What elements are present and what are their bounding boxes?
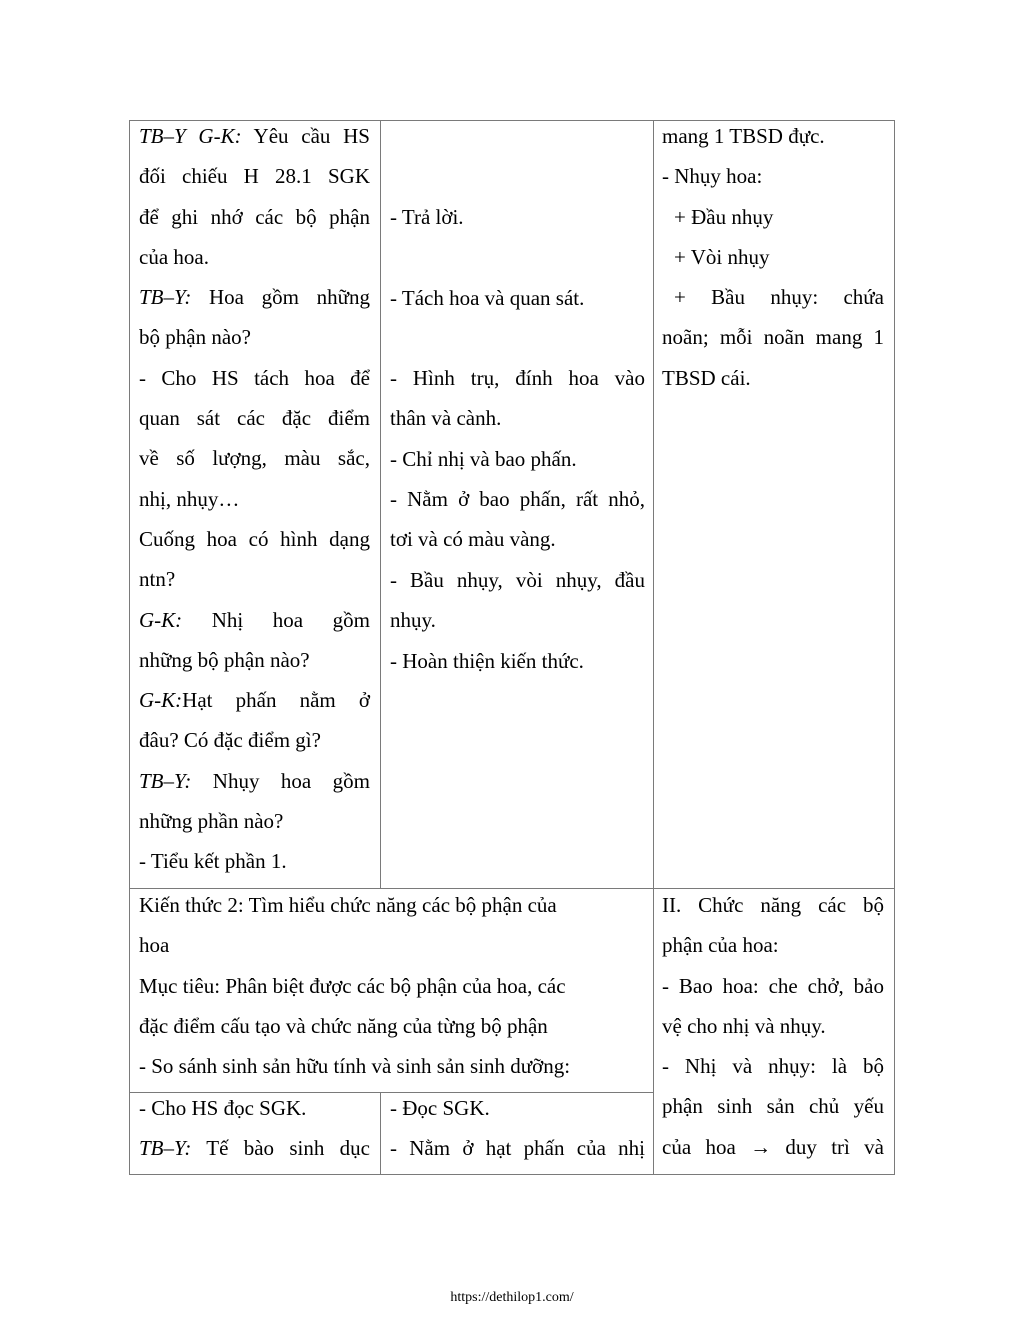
role-label: TB–Y: [139, 1136, 192, 1161]
text-line: nhụy. [390, 608, 436, 632]
text-line: + Bầu nhụy: chứa [674, 285, 884, 310]
text-line: TBSD cái. [662, 365, 751, 390]
text-line: Tế bào sinh dục [206, 1136, 370, 1161]
column-divider-1 [380, 120, 381, 888]
student-activity-cell-2 [390, 1088, 645, 1169]
text-line: Cuống hoa có hình dạng [139, 526, 370, 551]
text-line: - Bầu nhụy, vòi nhụy, đầu [390, 568, 645, 592]
text-line: nhị, nhụy… [139, 486, 240, 511]
role-label: TB–Y G-K: [139, 124, 242, 148]
text-line: hoa [139, 933, 170, 958]
text-line: Kiến thức 2: Tìm hiểu chức năng các bộ phận của [139, 893, 557, 917]
text-line: những phần nào? [139, 809, 284, 834]
text-line: - Nhị và nhụy: là bộ [662, 1054, 884, 1079]
section-heading-cell [139, 885, 644, 1086]
text-line: Nhị hoa gồm [211, 607, 371, 632]
text-line: tơi và có màu vàng. [390, 527, 556, 551]
text-line: - Tiểu kết phần 1. [139, 849, 287, 874]
function-content-cell [662, 885, 884, 1167]
text-line: II. Chức năng các bộ [662, 893, 884, 917]
table-border-bottom [129, 1174, 895, 1175]
text-line: - Nhụy hoa: [662, 164, 763, 189]
text-line: - Bao hoa: che chở, bảo [662, 973, 884, 998]
text-line: - Cho HS đọc SGK. [139, 1096, 307, 1120]
text-line: những bộ phận nào? [139, 647, 310, 672]
text-line: của hoa → duy trì và [662, 1134, 884, 1159]
text-line: noãn; mỗi noãn mang 1 [662, 325, 884, 350]
text-line: Yêu cầu HS [253, 124, 370, 148]
text-line: đâu? Có đặc điểm gì? [139, 728, 321, 753]
text-line: thân và cành. [390, 406, 502, 430]
text-line: - Cho HS tách hoa để [139, 365, 370, 390]
text-line: - Hình trụ, đính hoa vào [390, 366, 645, 390]
text-line: - Đọc SGK. [390, 1096, 490, 1120]
text-line: - So sánh sinh sản hữu tính và sinh sản sinh dưỡng: [139, 1054, 571, 1079]
text-line: - Nằm ở bao phấn, rất nhỏ, [390, 487, 645, 511]
text-line: quan sát các đặc điểm [139, 406, 370, 431]
text-line: - Chỉ nhị và bao phấn. [390, 447, 577, 471]
student-activity-cell [390, 120, 645, 888]
text-line: Hạt phấn nằm ở [182, 688, 370, 713]
text-line: - Trả lời. [390, 205, 464, 229]
text-line: phận sinh sản chủ yếu [662, 1094, 884, 1119]
text-line: bộ phận nào? [139, 325, 251, 350]
role-label: TB–Y: [139, 285, 192, 310]
table-border-right [894, 120, 895, 1175]
text-line: mang 1 TBSD đực. [662, 124, 825, 148]
text-line: phận của hoa: [662, 933, 779, 958]
text-line: vệ cho nhị và nhụy. [662, 1013, 826, 1038]
table-border-left [129, 120, 130, 1175]
text-line: để ghi nhớ các bộ phận [139, 204, 370, 229]
text-line: + Đầu nhụy [674, 204, 774, 229]
text-line: + Vòi nhụy [674, 244, 770, 269]
text-line: đặc điểm cấu tạo và chức năng của từng bộ phận [139, 1013, 548, 1038]
text-line: - Hoàn thiện kiến thức. [390, 649, 584, 673]
role-label: TB–Y: [139, 768, 192, 793]
text-line: của hoa. [139, 244, 209, 269]
text-line: đối chiếu H 28.1 SGK [139, 164, 370, 189]
text-line: Mục tiêu: Phân biệt được các bộ phận của hoa, các [139, 973, 566, 998]
text-line: về số lượng, màu sắc, [139, 446, 370, 471]
role-label: G-K: [139, 607, 183, 632]
footer-url: https://dethilop1.com/ [450, 1290, 574, 1305]
lesson-table [129, 120, 895, 1175]
teacher-activity-cell-2 [139, 1088, 370, 1169]
text-line: - Nằm ở hạt phấn của nhị [390, 1136, 645, 1161]
text-line: Hoa gồm những [208, 285, 370, 310]
column-divider-2 [653, 120, 654, 1175]
role-label: G-K: [139, 688, 183, 713]
text-line: - Tách hoa và quan sát. [390, 286, 585, 310]
text-line: Nhụy hoa gồm [212, 768, 370, 793]
teacher-activity-cell [139, 116, 370, 882]
content-cell [662, 116, 884, 398]
text-line: ntn? [139, 567, 176, 592]
column-divider-3 [380, 1092, 381, 1175]
